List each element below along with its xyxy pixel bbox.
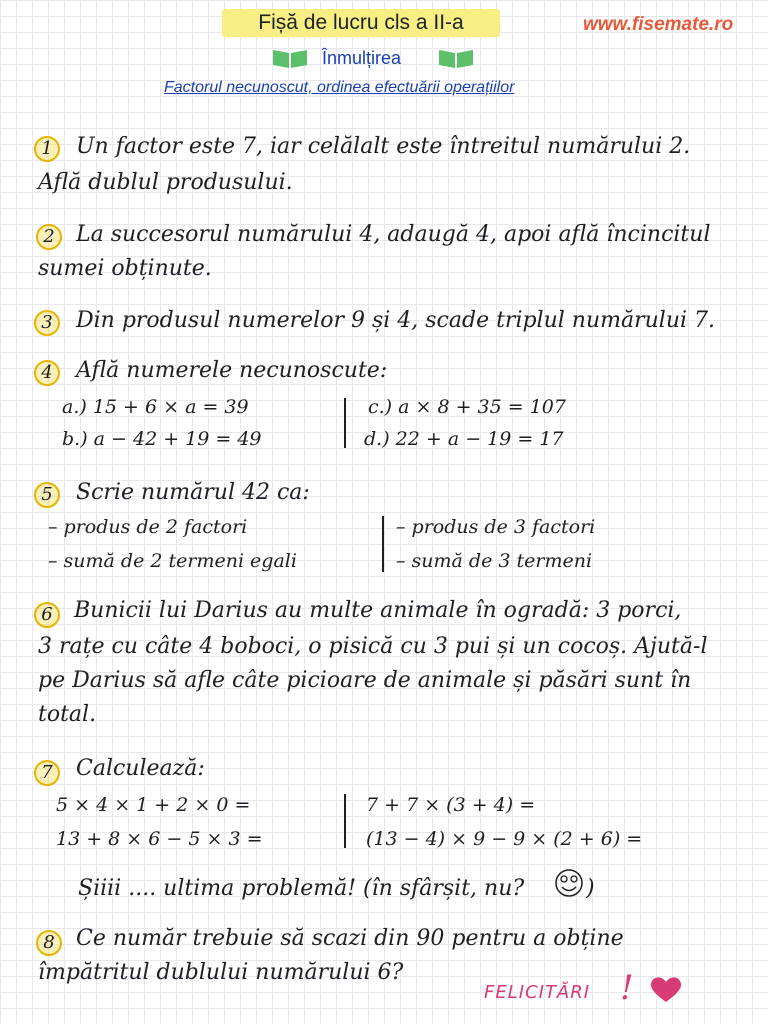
exercise-7-line-1: Calculează: (76, 756, 205, 781)
exercise-number-3: 3 (34, 310, 60, 336)
column-divider (382, 516, 384, 572)
exercise-4-equation-d: d.) 22 + a − 19 = 17 (364, 428, 564, 450)
open-book-icon (272, 47, 308, 69)
exercise-6-line-4: total. (38, 702, 97, 727)
exercise-8-line-2: împătritul dublului numărului 6? (38, 960, 404, 985)
closing-parenthesis: ) (586, 876, 595, 901)
exercise-4-equation-b: b.) a − 42 + 19 = 49 (62, 428, 262, 450)
topic-link[interactable]: Factorul necunoscut, ordinea efectuării operațiilor (164, 79, 515, 96)
exercise-5-option-right-2: – sumă de 3 termeni (396, 550, 593, 572)
exercise-5-option-right-1: – produs de 3 factori (396, 516, 596, 538)
exercise-7-calc-b: 13 + 8 × 6 − 5 × 3 = (56, 828, 263, 850)
exercise-7-calc-c: 7 + 7 × (3 + 4) = (366, 794, 536, 816)
exercise-6-line-1: Bunicii lui Darius au multe animale în ogradă: 3 porci, (74, 598, 682, 623)
column-divider (344, 794, 346, 848)
exercise-3-line-1: Din produsul numerelor 9 și 4, scade triplul numărului 7. (76, 308, 716, 333)
exclamation-mark: ! (620, 968, 634, 1008)
exercise-number-8: 8 (36, 930, 62, 956)
exercise-1-line-2: Află dublul produsului. (38, 170, 293, 195)
heart-icon (648, 974, 684, 1004)
column-divider (344, 398, 346, 448)
exercise-5-line-1: Scrie numărul 42 ca: (76, 480, 310, 505)
last-problem-note: Șiiii .... ultima problemă! (în sfârșit, nu? (78, 876, 525, 901)
exercise-2-line-2: sumei obținute. (38, 256, 212, 281)
page-subtitle: Înmulțirea (322, 48, 402, 68)
exercise-number-6: 6 (34, 602, 60, 628)
exercise-number-2: 2 (36, 224, 62, 250)
exercise-6-line-2: 3 rațe cu câte 4 boboci, o pisică cu 3 pui și un cocoș. Ajută-l (38, 634, 708, 659)
exercise-4-equation-c: c.) a × 8 + 35 = 107 (368, 396, 566, 418)
congratulations-text: FELICITĂRI (484, 982, 591, 1003)
exercise-5-option-left-2: – sumă de 2 termeni egali (48, 550, 297, 572)
exercise-number-5: 5 (34, 482, 60, 508)
exercise-5-option-left-1: – produs de 2 factori (48, 516, 248, 538)
exercise-8-line-1: Ce număr trebuie să scazi din 90 pentru a obține (76, 926, 624, 951)
exercise-7-calc-a: 5 × 4 × 1 + 2 × 0 = (56, 794, 251, 816)
exercise-4-equation-a: a.) 15 + 6 × a = 39 (62, 396, 249, 418)
exercise-7-calc-d: (13 − 4) × 9 − 9 × (2 + 6) = (366, 828, 643, 850)
exercise-2-line-1: La succesorul numărului 4, adaugă 4, apoi află încincitul (76, 222, 711, 247)
site-link[interactable]: www.fisemate.ro (583, 14, 734, 35)
exercise-6-line-3: pe Darius să afle câte picioare de animale și păsări sunt în (38, 668, 692, 693)
open-book-icon (438, 47, 474, 69)
smiley-face-icon (554, 868, 584, 898)
exercise-number-1: 1 (34, 136, 60, 162)
worksheet-title: Fișă de lucru cls a II-a (222, 9, 500, 37)
exercise-number-4: 4 (34, 360, 60, 386)
exercise-number-7: 7 (34, 760, 60, 786)
exercise-1-line-1: Un factor este 7, iar celălalt este întreitul numărului 2. (76, 134, 691, 159)
exercise-4-line-1: Află numerele necunoscute: (76, 358, 388, 383)
